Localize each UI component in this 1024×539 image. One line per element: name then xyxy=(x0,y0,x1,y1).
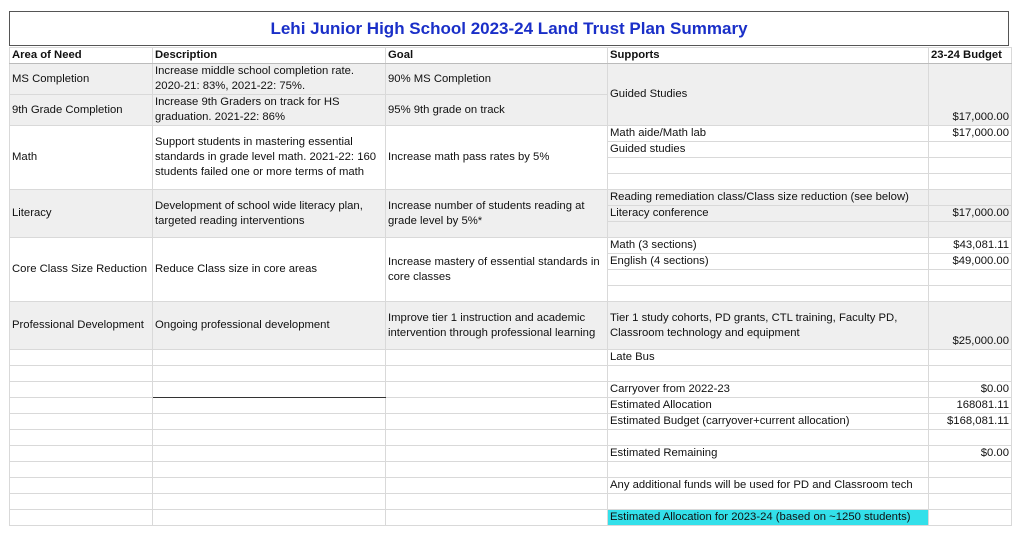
budget-cell[interactable] xyxy=(929,222,1012,238)
supports-cell[interactable] xyxy=(608,270,929,286)
budget-cell[interactable] xyxy=(929,270,1012,286)
budget-cell[interactable]: $0.00 xyxy=(929,382,1012,398)
budget-cell[interactable]: $168,081.11 xyxy=(929,414,1012,430)
table-row xyxy=(10,398,1012,414)
supports-cell[interactable]: Late Bus xyxy=(608,350,929,366)
table-row xyxy=(10,126,1012,142)
area-cell[interactable]: Core Class Size Reduction xyxy=(10,238,153,302)
supports-cell[interactable] xyxy=(608,158,929,174)
area-cell[interactable]: Literacy xyxy=(10,190,153,238)
supports-cell[interactable]: Math (3 sections) xyxy=(608,238,929,254)
budget-cell[interactable]: $43,081.11 xyxy=(929,238,1012,254)
supports-cell[interactable] xyxy=(608,174,929,190)
supports-cell[interactable]: Estimated Remaining xyxy=(608,446,929,462)
table-row xyxy=(10,366,1012,382)
table-row xyxy=(10,414,1012,430)
description-cell[interactable]: Development of school wide literacy plan, targeted reading interventions xyxy=(153,190,386,238)
table-row xyxy=(10,64,1012,95)
budget-cell[interactable] xyxy=(929,142,1012,158)
table-row xyxy=(10,478,1012,494)
goal-cell[interactable]: Increase mastery of essential standards in core classes xyxy=(386,238,608,302)
area-cell[interactable]: Math xyxy=(10,126,153,190)
budget-cell[interactable] xyxy=(929,286,1012,302)
table-row xyxy=(10,382,1012,398)
budget-cell[interactable]: $17,000.00 xyxy=(929,206,1012,222)
area-cell[interactable]: 9th Grade Completion xyxy=(10,95,153,126)
supports-cell[interactable]: Guided Studies xyxy=(608,64,929,126)
budget-cell[interactable]: $17,000.00 xyxy=(929,126,1012,142)
supports-cell[interactable] xyxy=(608,222,929,238)
budget-cell[interactable] xyxy=(929,174,1012,190)
header-area[interactable]: Area of Need xyxy=(10,48,153,64)
goal-cell[interactable]: Increase math pass rates by 5% xyxy=(386,126,608,190)
supports-cell[interactable] xyxy=(608,286,929,302)
goal-cell[interactable]: Increase number of students reading at grade level by 5%* xyxy=(386,190,608,238)
supports-cell[interactable]: Guided studies xyxy=(608,142,929,158)
table-row xyxy=(10,430,1012,446)
table-row xyxy=(10,446,1012,462)
header-description[interactable]: Description xyxy=(153,48,386,64)
budget-cell[interactable]: $17,000.00 xyxy=(929,64,1012,126)
table-row xyxy=(10,190,1012,206)
header-budget[interactable]: 23-24 Budget xyxy=(929,48,1012,64)
area-cell[interactable]: Professional Development xyxy=(10,302,153,350)
allocation-note-cell[interactable]: Estimated Allocation for 2023-24 (based on ~1250 students) xyxy=(608,510,929,526)
supports-cell[interactable]: Tier 1 study cohorts, PD grants, CTL training, Faculty PD, Classroom technology and equipment xyxy=(608,302,929,350)
supports-cell[interactable]: English (4 sections) xyxy=(608,254,929,270)
description-cell[interactable]: Reduce Class size in core areas xyxy=(153,238,386,302)
supports-cell[interactable]: Any additional funds will be used for PD and Classroom tech xyxy=(608,478,929,494)
sheet-title: Lehi Junior High School 2023-24 Land Trust Plan Summary xyxy=(9,11,1009,46)
description-cell[interactable]: Ongoing professional development xyxy=(153,302,386,350)
budget-cell[interactable] xyxy=(929,158,1012,174)
land-trust-table xyxy=(9,47,1012,526)
goal-cell[interactable]: 95% 9th grade on track xyxy=(386,95,608,126)
table-row xyxy=(10,302,1012,350)
supports-cell[interactable]: Reading remediation class/Class size reduction (see below) xyxy=(608,190,929,206)
area-cell[interactable]: MS Completion xyxy=(10,64,153,95)
table-row xyxy=(10,494,1012,510)
table-row xyxy=(10,462,1012,478)
description-cell[interactable]: Increase middle school completion rate. 2020-21: 83%, 2021-22: 75%. xyxy=(153,64,386,95)
table-row xyxy=(10,238,1012,254)
budget-cell[interactable]: $49,000.00 xyxy=(929,254,1012,270)
supports-cell[interactable]: Math aide/Math lab xyxy=(608,126,929,142)
header-goal[interactable]: Goal xyxy=(386,48,608,64)
description-cell[interactable]: Increase 9th Graders on track for HS graduation. 2021-22: 86% xyxy=(153,95,386,126)
supports-cell[interactable]: Literacy conference xyxy=(608,206,929,222)
budget-cell[interactable] xyxy=(929,190,1012,206)
header-row xyxy=(10,48,1012,64)
budget-cell[interactable]: 168081.11 xyxy=(929,398,1012,414)
header-supports[interactable]: Supports xyxy=(608,48,929,64)
goal-cell[interactable]: 90% MS Completion xyxy=(386,64,608,95)
budget-cell[interactable]: $25,000.00 xyxy=(929,302,1012,350)
description-cell[interactable]: Support students in mastering essential standards in grade level math. 2021-22: 160 students failed one or more terms of math xyxy=(153,126,386,190)
budget-cell[interactable]: $0.00 xyxy=(929,446,1012,462)
supports-cell[interactable]: Carryover from 2022-23 xyxy=(608,382,929,398)
supports-cell[interactable]: Estimated Budget (carryover+current allocation) xyxy=(608,414,929,430)
table-row xyxy=(10,510,1012,526)
table-row xyxy=(10,350,1012,366)
goal-cell[interactable]: Improve tier 1 instruction and academic intervention through professional learning xyxy=(386,302,608,350)
supports-cell[interactable]: Estimated Allocation xyxy=(608,398,929,414)
